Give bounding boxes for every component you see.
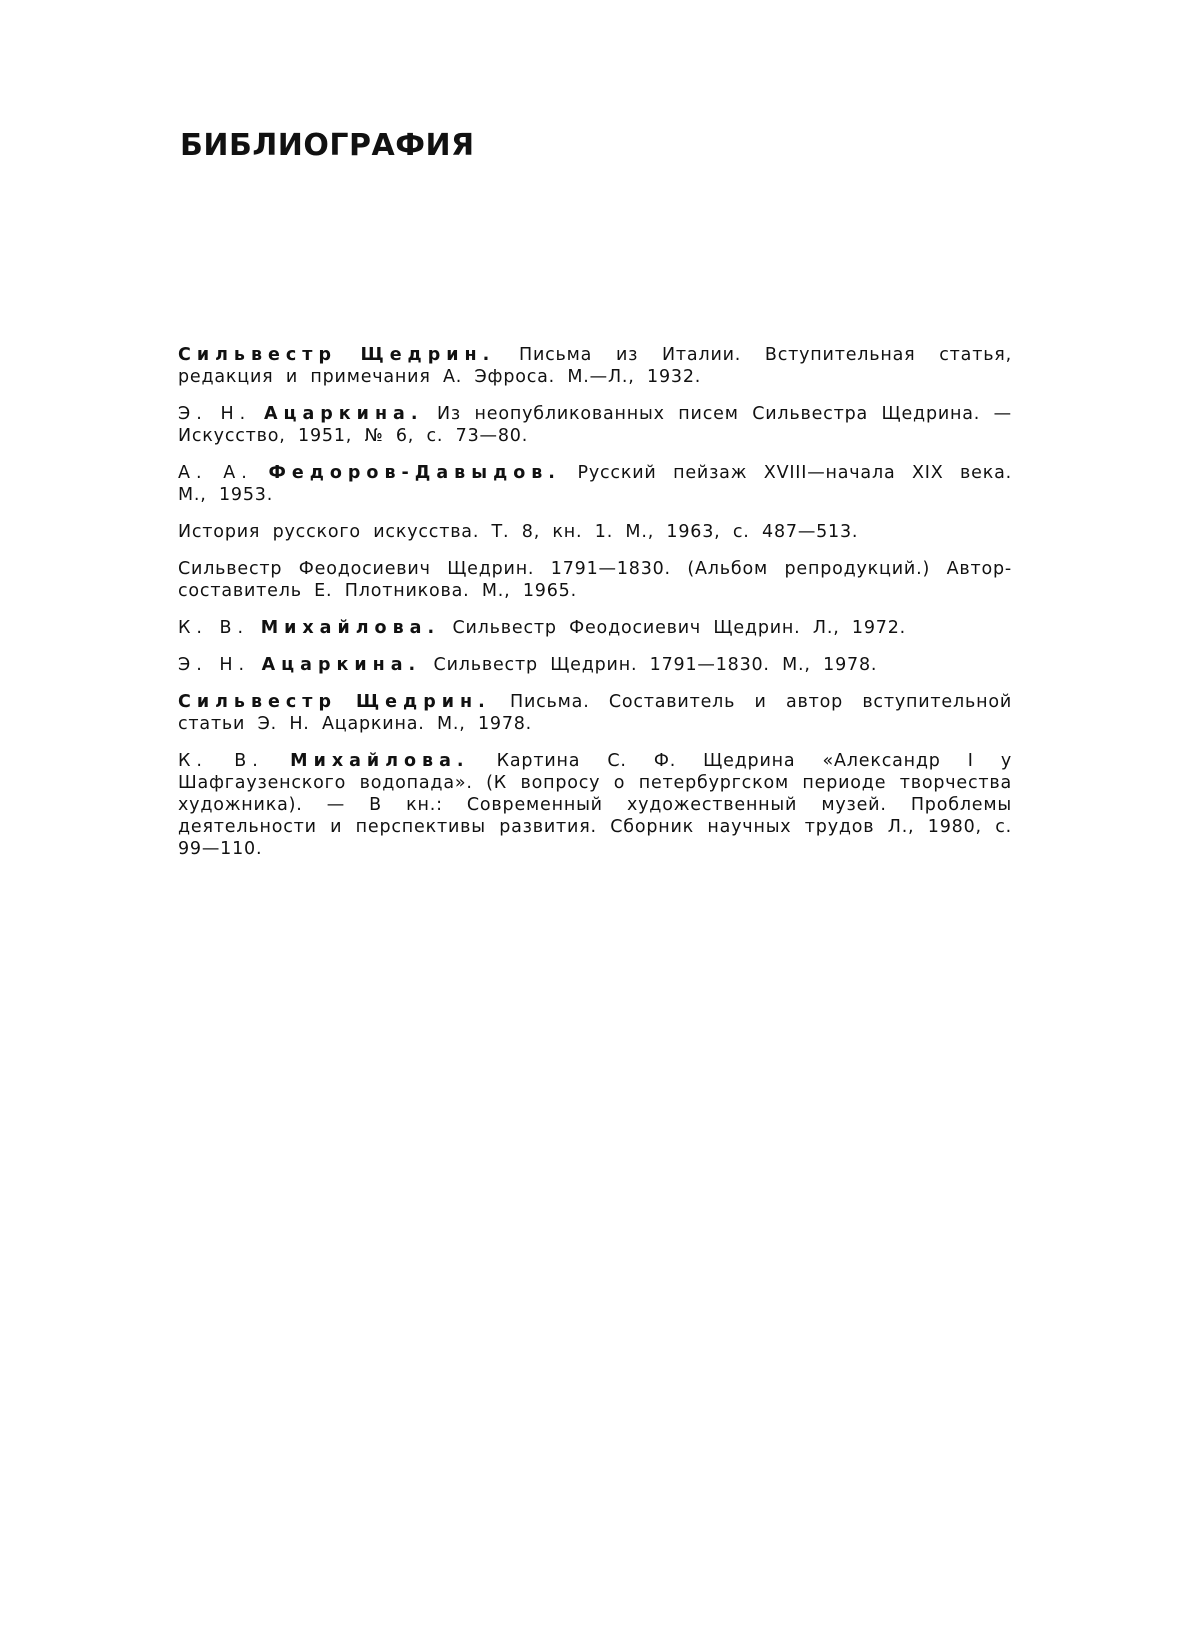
entry-text: Письма из Италии. Вступительная статья, редакция и примечания А. Эфроса. М.—Л., 1932. — [178, 345, 1012, 387]
entry-author-initials: Э. Н. — [178, 404, 264, 424]
entry-author-name: Сильвестр Щедрин. — [178, 345, 496, 365]
entry-text: История русского искусства. Т. 8, кн. 1. М., 1963, с. 487—513. — [178, 522, 859, 542]
bibliography-entry — [178, 403, 1012, 447]
bibliography-entry — [178, 750, 1012, 860]
bibliography-entry — [178, 617, 1012, 639]
bibliography-entry — [178, 654, 1012, 676]
entry-author-name: Федоров-Давыдов. — [268, 463, 561, 483]
bibliography-entry — [178, 344, 1012, 388]
bibliography-entry — [178, 462, 1012, 506]
entry-author-initials: К. В. — [178, 618, 261, 638]
bibliography-list — [178, 344, 1012, 875]
page-title: БИБЛИОГРАФИЯ — [180, 128, 475, 163]
entry-author-name: Ацаркина. — [261, 655, 422, 675]
entry-text: Русский пейзаж XVIII—начала XIX века. М., 1953. — [178, 463, 1012, 505]
entry-author-initials: К. В. — [178, 751, 291, 771]
entry-author-name: Сильвестр Щедрин. — [178, 692, 491, 712]
entry-text: Письма. Составитель и автор вступительной статьи Э. Н. Ацаркина. М., 1978. — [178, 692, 1012, 734]
entry-author-name: Михайлова. — [290, 751, 470, 771]
entry-text: Картина С. Ф. Щедрина «Александр I у Шафгаузенского водопада». (К вопросу о петербургском периоде творчества художника). — В кн.: Современный художественный музей. Проблемы деятельности и перспективы развития. Сборник научных трудов Л., 1980, с. 99—110. — [178, 751, 1012, 859]
entry-text: Сильвестр Щедрин. 1791—1830. М., 1978. — [421, 655, 878, 675]
entry-author-initials: А. А. — [178, 463, 269, 483]
entry-author-name: Михайлова. — [260, 618, 441, 638]
bibliography-entry — [178, 558, 1012, 602]
bibliography-entry — [178, 691, 1012, 735]
entry-text: Сильвестр Феодосиевич Щедрин. 1791—1830. (Альбом репродукций.) Автор-составитель Е. Плотникова. М., 1965. — [178, 559, 1012, 601]
entry-text: Из неопубликованных писем Сильвестра Щедрина. — Искусство, 1951, № 6, с. 73—80. — [178, 404, 1012, 446]
entry-text: Сильвестр Феодосиевич Щедрин. Л., 1972. — [440, 618, 907, 638]
entry-author-name: Ацаркина. — [263, 404, 424, 424]
entry-author-initials: Э. Н. — [178, 655, 262, 675]
bibliography-entry — [178, 521, 1012, 543]
